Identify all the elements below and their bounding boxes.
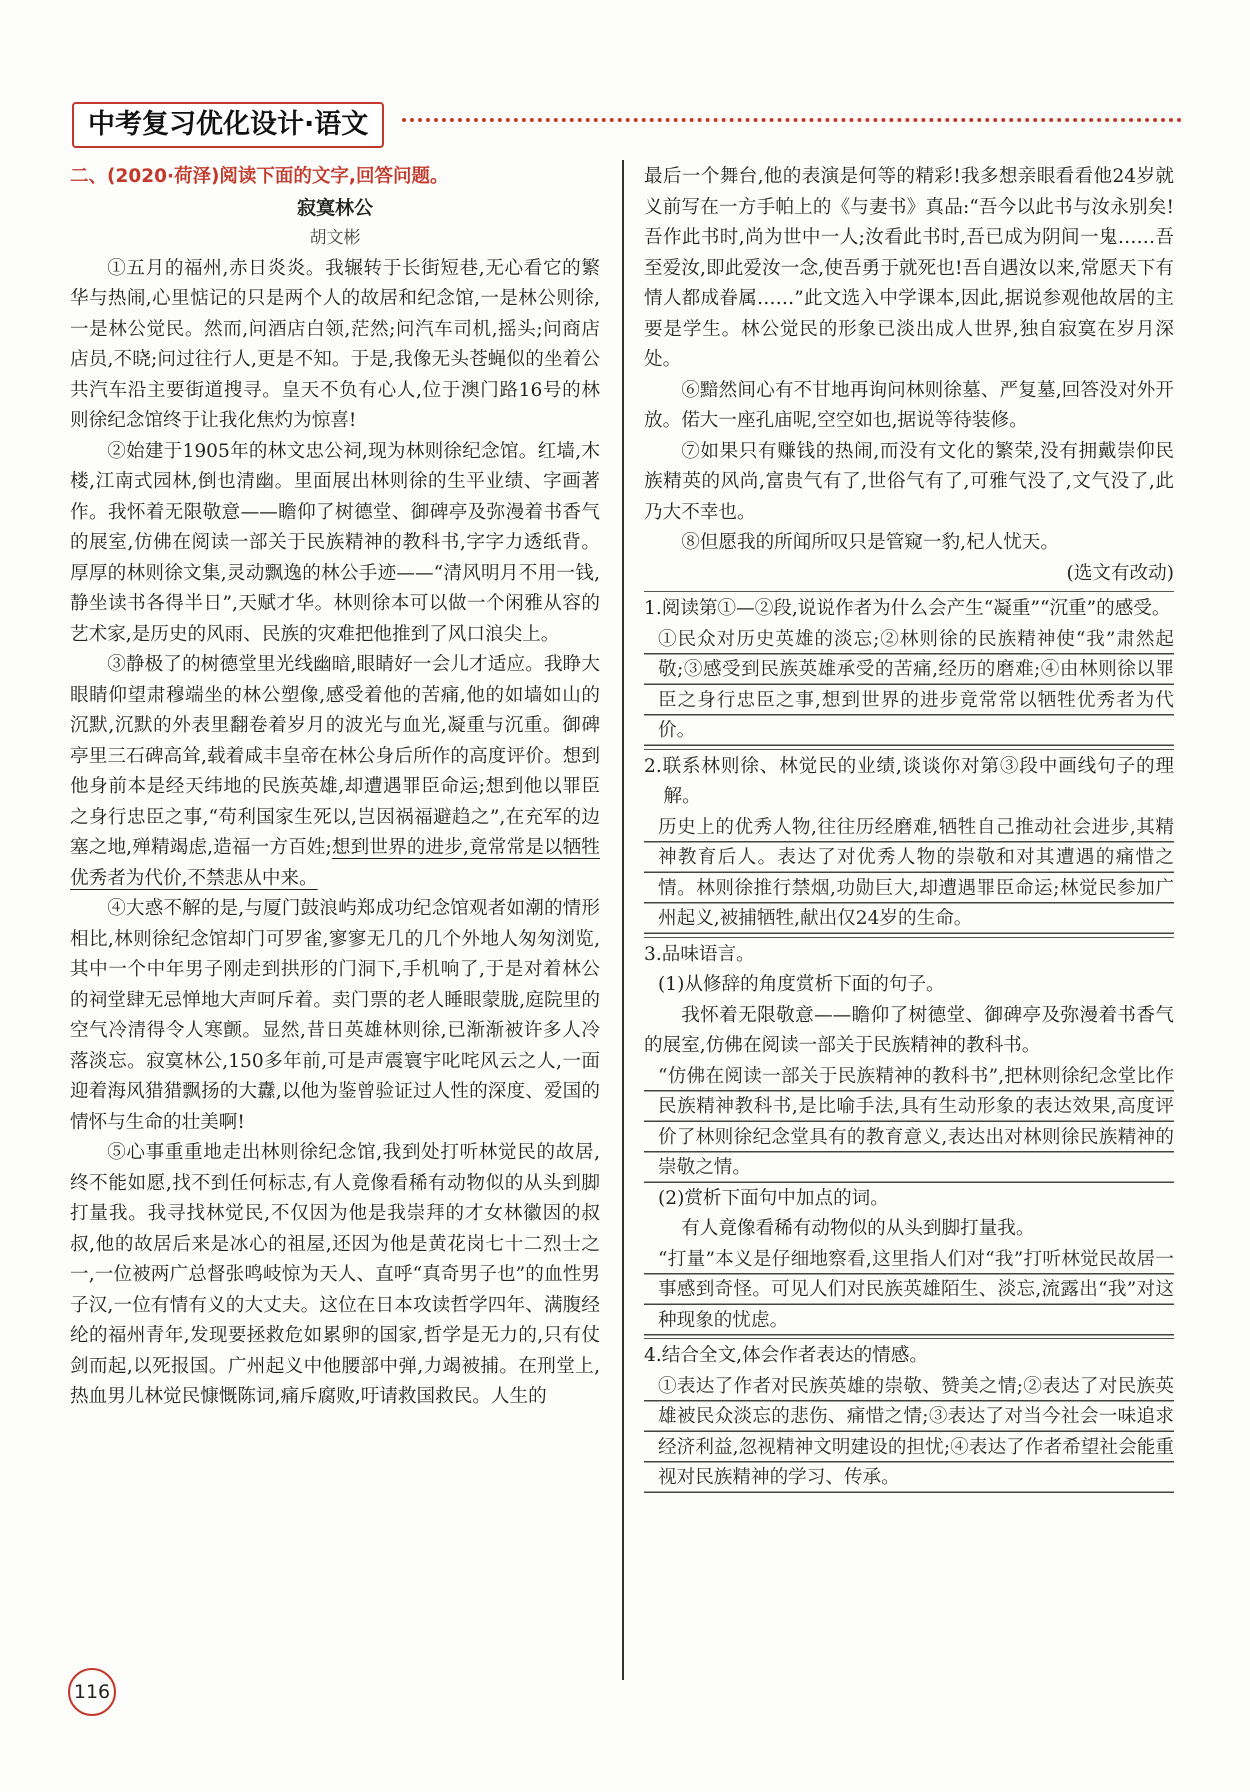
page-number: 116 bbox=[68, 1668, 116, 1716]
paragraph-2: ②始建于1905年的林文忠公祠,现为林则徐纪念馆。红墙,木楼,江南式园林,倒也清幽。里面展出林则徐的生平业绩、字画著作。我怀着无限敬意——瞻仰了树德堂、御碑亭及弥漫着书香气的展室,仿佛在阅读一部关于民族精神的教科书,字字力透纸背。厚厚的林则徐文集,灵动飘逸的林公手迹——“清风明月不用一钱,静坐读书各得半日”,天赋才华。林则徐本可以做一个闲雅从容的艺术家,是历史的风雨、民族的灾难把他推到了风口浪尖上。 bbox=[70, 440, 600, 645]
question-3-quote-1: 我怀着无限敬意——瞻仰了树德堂、御碑亭及弥漫着书香气的展室,仿佛在阅读一部关于民族精神的教科书。 bbox=[644, 1004, 1174, 1056]
paragraph-6: ⑥黯然间心有不甘地再询问林则徐墓、严复墓,回答没对外开放。偌大一座孔庙呢,空空如也,据说等待装修。 bbox=[644, 379, 1174, 431]
column-divider bbox=[622, 160, 624, 1680]
question-title: 二、(2020·荷泽)阅读下面的文字,回答问题。 bbox=[70, 166, 449, 187]
answer-1: ①民众对历史英雄的淡忘;②林则徐的民族精神使“我”肃然起敬;③感受到民族英雄承受的苦痛,经历的磨难;④由林则徐以罪臣之身行忠臣之事,想到世界的进步竟常常以牺牲优秀者为代价。 bbox=[644, 625, 1174, 747]
divider bbox=[644, 749, 1174, 750]
question-3-part-2: (2)赏析下面句中加点的词。 bbox=[658, 1187, 889, 1209]
divider bbox=[644, 591, 1174, 592]
answer-2: 历史上的优秀人物,往往历经磨难,牺牲自己推动社会进步,其精神教育后人。表达了对优秀人物的崇敬和对其遭遇的痛惜之情。林则徐推行禁烟,功勋巨大,却遭遇罪臣命运;林觉民参加广州起义,被捕牺牲,献出仅24岁的生命。 bbox=[644, 813, 1174, 935]
paragraph-3-text: ③静极了的树德堂里光线幽暗,眼睛好一会儿才适应。我睁大眼睛仰望肃穆端坐的林公塑像,感受着他的苦痛,他的如墙如山的沉默,沉默的外表里翻卷着岁月的波光与血光,凝重与沉重。御碑亭里三石碑高耸,载着咸丰皇帝在林公身后所作的高度评价。想到他身前本是经天纬地的民族英雄,却遭遇罪臣命运;想到他以罪臣之身行忠臣之事,“苟利国家生死以,岂因祸福避趋之”,在充军的边塞之地,殚精竭虑,造福一方百姓; bbox=[70, 654, 600, 858]
answer-4: ①表达了作者对民族英雄的崇敬、赞美之情;②表达了对民族英雄被民众淡忘的悲伤、痛惜之情;③表达了对当今社会一味追求经济利益,忽视精神文明建设的担忧;④表达了作者希望社会能重视对民族精神的学习、传承。 bbox=[644, 1372, 1174, 1494]
question-2: 2.联系林则徐、林觉民的业绩,谈谈你对第③段中画线句子的理解。 bbox=[644, 755, 1174, 807]
question-3-part-1: (1)从修辞的角度赏析下面的句子。 bbox=[658, 974, 945, 995]
paragraph-5: ⑤心事重重地走出林则徐纪念馆,我到处打听林觉民的故居,终不能如愿,找不到任何标志,有人竟像看稀有动物似的从头到脚打量我。我寻找林觉民,不仅因为他是我崇拜的才女林徽因的叔叔,他的故居后来是冰心的祖屋,还因为他是黄花岗七十二烈士之一,一位被两广总督张鸣岐惊为天人、直呼“真奇男子也”的血性男子汉,一位有情有义的大丈夫。这位在日本攻读哲学四年、满腹经纶的福州青年,发现要拯救危如累卵的国家,哲学是无力的,只有仗剑而起,以死报国。广州起义中他腰部中弹,力竭被捕。在刑堂上,热血男儿林觉民慷慨陈词,痛斥腐败,吁请救国救民。人生的 bbox=[70, 1142, 600, 1407]
paragraph-7: ⑦如果只有赚钱的热闹,而没有文化的繁荣,没有拥戴崇仰民族精英的风尚,富贵气有了,世俗气有了,可雅气没了,文气没了,此乃大不幸也。 bbox=[644, 440, 1174, 523]
divider bbox=[644, 937, 1174, 938]
divider bbox=[644, 1338, 1174, 1339]
question-1: 1.阅读第①—②段,说说作者为什么会产生“凝重”“沉重”的感受。 bbox=[644, 598, 1171, 619]
source-note: (选文有改动) bbox=[1066, 562, 1174, 584]
paragraph-5-continued: 最后一个舞台,他的表演是何等的精彩!我多想亲眼看看他24岁就义前写在一方手帕上的《与妻书》真品:“吾今以此书与汝永别矣!吾作此书时,尚为世中一人;汝看此书时,吾已成为阴间一鬼……吾至爱汝,即此爱汝一念,使吾勇于就死也!吾自遇汝以来,常愿天下有情人都成眷属……”此文选入中学课本,因此,据说参观他故居的主要是学生。林公觉民的形象已淡出成人世界,独自寂寞在岁月深处。 bbox=[644, 166, 1174, 370]
paragraph-4: ④大惑不解的是,与厦门鼓浪屿郑成功纪念馆观者如潮的情形相比,林则徐纪念馆却门可罗雀,寥寥无几的几个外地人匆匆浏览,其中一个中年男子刚走到拱形的门洞下,手机响了,于是对着林公的祠堂肆无忌惮地大声呵斥着。卖门票的老人睡眼蒙胧,庭院里的空气冷清得令人寒颤。显然,昔日英雄林则徐,已渐渐被许多人冷落淡忘。寂寞林公,150多年前,可是声震寰宇叱咤风云之人,一面迎着海风猎猎飘扬的大纛,以他为鉴曾验证过人性的深度、爱国的情怀与生命的壮美啊! bbox=[70, 898, 600, 1133]
page-header-title: 中考复习优化设计·语文 bbox=[72, 102, 384, 148]
header-dotted-rule bbox=[402, 118, 1182, 122]
question-3: 3.品味语言。 bbox=[644, 943, 755, 965]
answer-3-2: “打量”本义是仔细地察看,这里指人们对“我”打听林觉民故居一事感到奇怪。可见人们对民族英雄陌生、淡忘,流露出“我”对这种现象的忧虑。 bbox=[644, 1245, 1174, 1337]
paragraph-8: ⑧但愿我的所闻所叹只是管窥一豹,杞人忧天。 bbox=[681, 532, 1059, 553]
right-column bbox=[644, 162, 1174, 1494]
answer-3-1: “仿佛在阅读一部关于民族精神的教科书”,把林则徐纪念堂比作民族精神教科书,是比喻手法,具有生动形象的表达效果,高度评价了林则徐纪念堂具有的教育意义,表达出对林则徐民族精神的崇敬之情。 bbox=[644, 1062, 1174, 1184]
question-3-quote-2: 有人竟像看稀有动物似的从头到脚打量我。 bbox=[681, 1218, 1035, 1239]
paragraph-1: ①五月的福州,赤日炎炎。我辗转于长街短巷,无心看它的繁华与热闹,心里惦记的只是两个人的故居和纪念馆,一是林公则徐,一是林公觉民。然而,问酒店白领,茫然;问汽车司机,摇头;问商店店员,不晓;问过往行人,更是不知。于是,我像无头苍蝇似的坐着公共汽车沿主要街道搜寻。皇天不负有心人,位于澳门路16号的林则徐纪念馆终于让我化焦灼为惊喜! bbox=[70, 257, 600, 431]
article-title: 寂寞林公 bbox=[296, 196, 373, 219]
left-column bbox=[70, 162, 600, 1413]
underlined-sentence: 想到世界的进步,竟常常是以牺牲优秀者为代价,不禁悲从中来。 bbox=[70, 837, 600, 889]
paragraph-3 bbox=[70, 650, 600, 894]
question-4: 4.结合全文,体会作者表达的情感。 bbox=[644, 1345, 928, 1366]
article-author: 胡文彬 bbox=[309, 228, 361, 248]
